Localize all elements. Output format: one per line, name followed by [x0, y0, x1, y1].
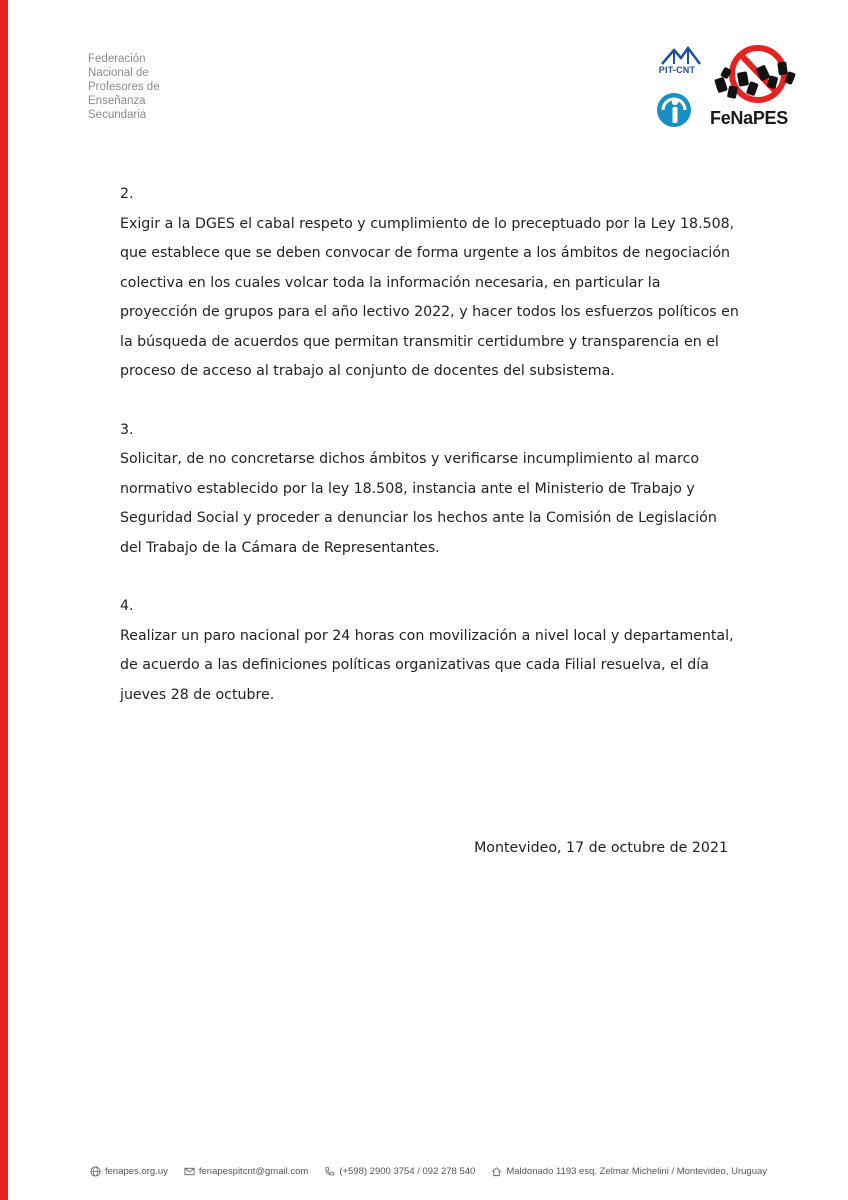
footer-email[interactable]: [184, 1166, 308, 1177]
home-icon: [491, 1166, 502, 1177]
phone-text: (+598) 2900 3754 / 092 278 540: [339, 1166, 476, 1177]
logo-group: [648, 40, 808, 140]
pit-cnt-label: PIT-CNT: [658, 65, 696, 75]
resolution-item-2: [120, 180, 740, 387]
footer-address: [491, 1166, 767, 1177]
footer-phone: [324, 1166, 475, 1177]
org-line-5: Secundaria: [88, 109, 147, 121]
org-line-4: Enseñanza: [88, 95, 146, 107]
resolution-item-4: [120, 592, 740, 710]
date-line: Montevideo, 17 de octubre de 2021: [474, 840, 728, 856]
fenapes-label: FeNaPES: [710, 108, 788, 128]
org-line-3: Profesores de: [88, 81, 160, 93]
item-number: 3.: [120, 421, 134, 438]
red-margin-bar: [0, 0, 8, 1200]
item-number: 4.: [120, 598, 134, 614]
footer: [90, 1166, 770, 1177]
fenapes-logo-icon: [710, 42, 800, 108]
item-number: 2.: [120, 186, 134, 202]
item-text: Exigir a la DGES el cabal respeto y cumplimiento de lo preceptuado por la Ley 18.508, que establece que se deben convocar de forma urgente a los ámbitos de negociación colectiva en los cuales volcar toda la información necesaria, en particular la proyección de grupos para el año lectivo 2022, y hacer todos los esfuerzos políticos en la búsqueda de acuerdos que permitan transmitir certidumbre y transparencia en el proceso de acceso al trabajo al conjunto de docentes del subsistema.: [120, 215, 739, 379]
org-line-1: Federación: [88, 53, 146, 65]
info-i-logo-icon: [654, 90, 694, 130]
item-text: Realizar un paro nacional por 24 horas con movilización a nivel local y departamental, de acuerdo a las definiciones políticas organizativas que cada Filial resuelva, el día jueves 28 de octubre.: [120, 627, 734, 703]
address-text: Maldonado 1193 esq. Zelmar Michelini / Montevideo, Uruguay: [506, 1166, 768, 1177]
organization-name: [88, 52, 228, 122]
footer-website[interactable]: [90, 1166, 168, 1177]
document-body: [120, 180, 740, 739]
org-line-2: Nacional de: [88, 67, 149, 79]
globe-icon: [90, 1166, 101, 1177]
item-text: Solicitar, de no concretarse dichos ámbitos y verificarse incumplimiento al marco normativo establecido por la ley 18.508, instancia ante el Ministerio de Trabajo y Seguridad Social y proceder a denunciar los hechos ante la Comisión de Legislación del Trabajo de la Cámara de Representantes.: [120, 451, 717, 556]
email-text: fenapespitcnt@gmail.com: [198, 1166, 309, 1177]
website-text: fenapes.org.uy: [105, 1166, 168, 1177]
resolution-item-3: [120, 416, 740, 564]
phone-icon: [324, 1166, 335, 1177]
envelope-icon: [184, 1166, 195, 1177]
